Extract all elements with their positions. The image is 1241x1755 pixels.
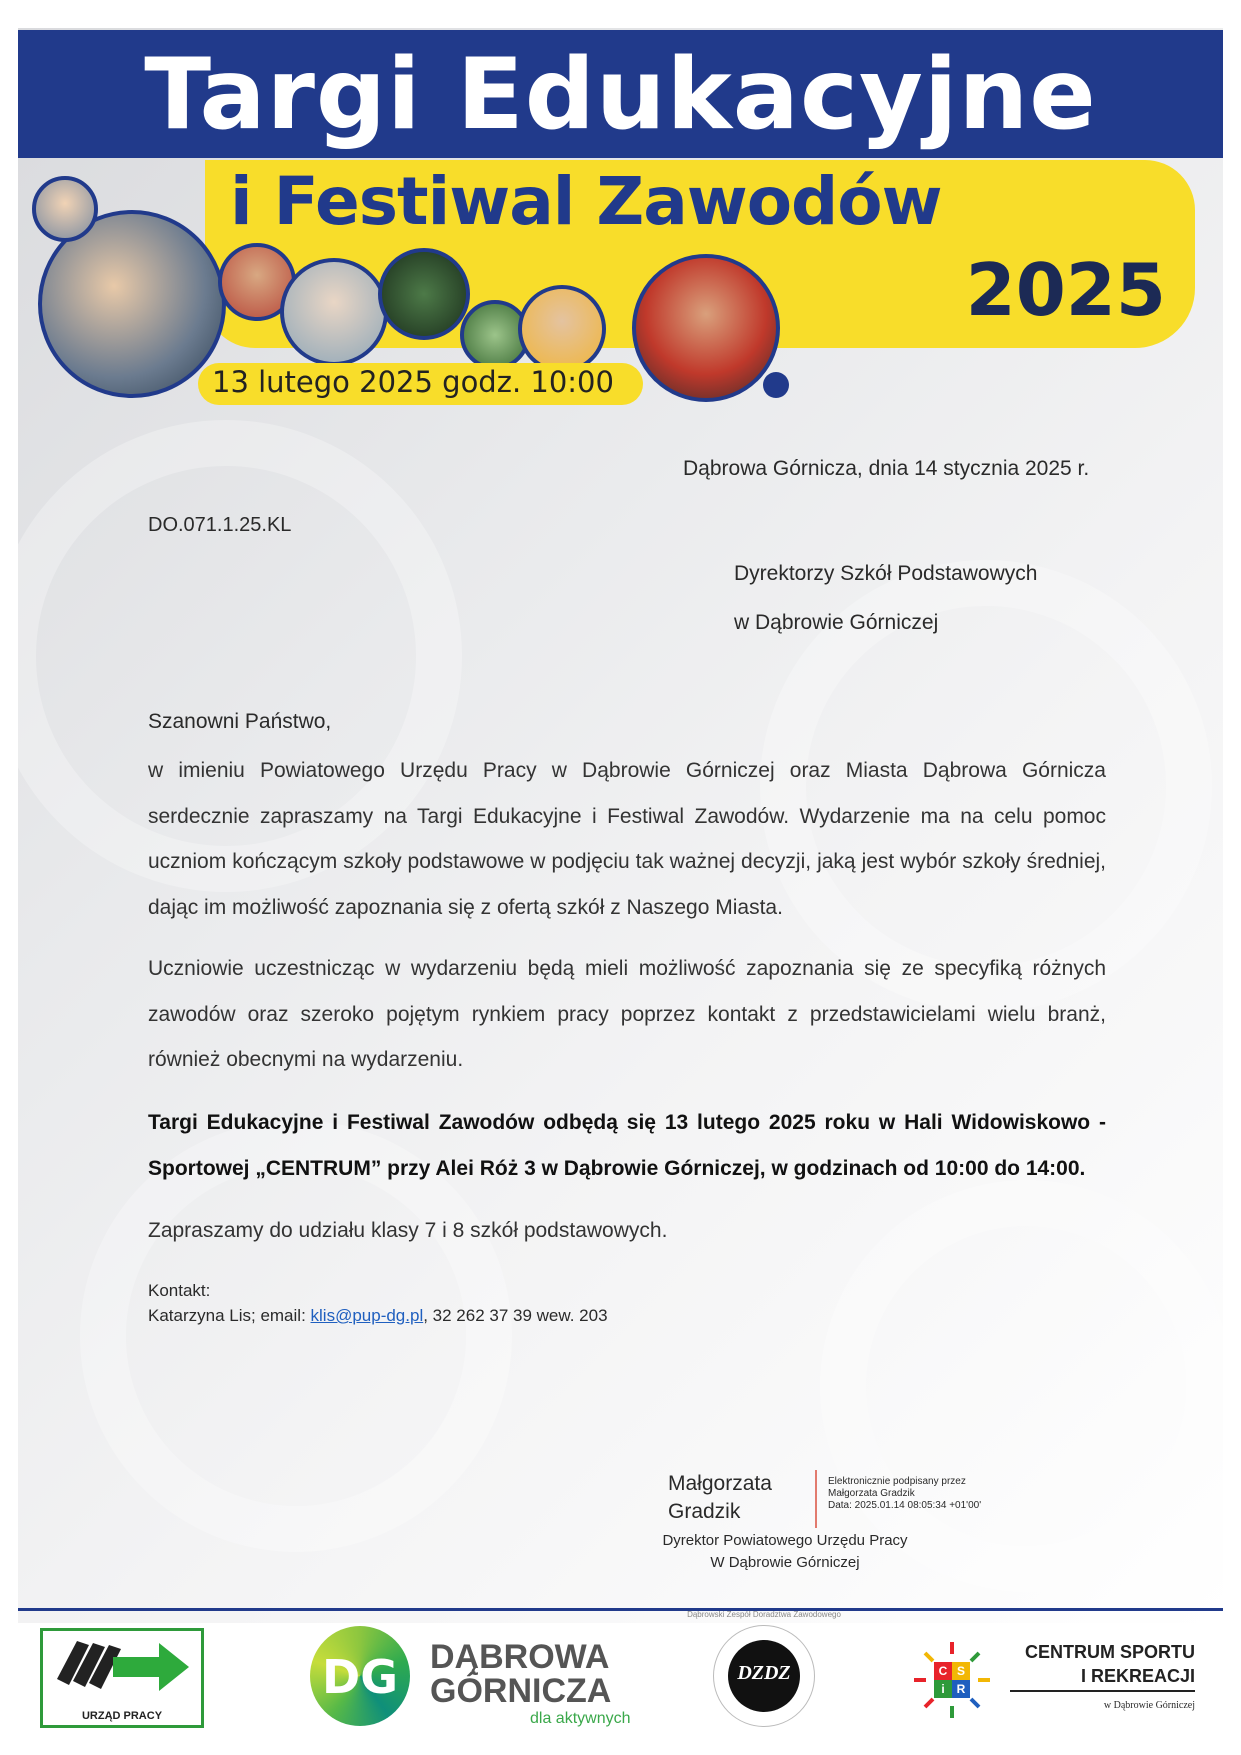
subtitle: i Festiwal Zawodów [230,163,942,240]
dzdz-logo [687,1610,841,1727]
contact-name: Katarzyna Lis; email: [148,1306,311,1325]
dg-logo-icon [310,1626,410,1726]
paragraph-4: Zapraszamy do udziału klasy 7 i 8 szkół podstawowych. [148,1219,668,1242]
electronic-signature-info [828,1476,981,1512]
decorative-dot [763,372,789,398]
e-sign-line-1: Elektronicznie podpisany przez [828,1476,966,1487]
event-year: 2025 [965,248,1166,332]
contact-phone: , 32 262 37 39 wew. 203 [423,1306,608,1325]
contact-line [148,1303,608,1328]
reference-number: DO.071.1.25.KL [148,514,292,536]
collage-photo-lab [518,285,606,373]
contact-label: Kontakt: [148,1281,211,1300]
e-sign-line-3: Data: 2025.01.14 08:05:34 +01'00' [828,1500,982,1511]
paragraph-3: Targi Edukacyjne i Festiwal Zawodów odbędą się 13 lutego 2025 roku w Hali Widowiskowo - Sportowej „CENTRUM” przy Alei Róż 3 w Dąbrowie Górniczej, w godzinach od 10:00 do 14:00. [148,1111,1106,1180]
recipient-line-1: Dyrektorzy Szkół Podstawowych [734,562,1038,585]
dg-wordmark-line-1: DĄBROWA [430,1638,610,1676]
csir-wordmark [1005,1640,1195,1688]
dzdz-logo-text: DZDZ [737,1662,791,1684]
page-title: Targi Edukacyjne [144,38,1097,152]
salutation: Szanowni Państwo, [148,710,332,733]
signature-name-line-1: Małgorzata [668,1472,772,1495]
collage-photo-tattoo [632,254,780,402]
pup-logo [40,1628,204,1728]
dg-wordmark [430,1640,611,1708]
collage-photo-small [32,176,98,242]
csir-wordmark-line-1: CENTRUM SPORTU [1025,1642,1195,1662]
csir-letter-s: S [956,1664,965,1678]
pup-logo-icon [43,1631,201,1701]
paragraph-1: w imieniu Powiatowego Urzędu Pracy w Dąbrowie Górniczej oraz Miasta Dąbrowa Górnicza serdecznie zapraszamy na Targi Edukacyjne i Festiwal Zawodów. Wydarzenie ma na celu pomoc uczniom kończącym szkoły podstawowe w podjęciu tak ważnej decyzji, jaką jest wybór szkoły średniej, dając im możliwość zapoznania się z ofertą szkół z Naszego Miasta. [148,759,1106,919]
signatory-title [615,1530,955,1574]
title-banner [18,30,1223,158]
csir-divider [1010,1690,1195,1692]
footer-divider [18,1608,1223,1611]
pup-logo-label: URZĄD PRACY [81,1710,163,1722]
signatory-title-line-2: W Dąbrowie Górniczej [710,1554,860,1571]
dg-wordmark-line-2: GÓRNICZA [430,1672,612,1710]
csir-letter-r: R [956,1682,966,1696]
e-sign-line-2: Małgorzata Gradzik [828,1488,915,1499]
dg-logo-letters: DG [322,1650,398,1704]
event-date: 13 lutego 2025 godz. 10:00 [212,365,614,399]
csir-letter-i: i [941,1682,945,1696]
signature-name-line-2: Gradzik [668,1500,741,1523]
collage-photo-robot [378,248,470,340]
collage-photo-medics [280,258,388,366]
csir-wordmark-line-2: I REKREACJI [1080,1666,1195,1686]
dg-tagline: dla aktywnych [530,1710,631,1727]
csir-letter-c: C [938,1664,948,1678]
csir-logo-icon [912,1640,992,1720]
paragraph-2: Uczniowie uczestnicząc w wydarzeniu będą mieli możliwość zapoznania się ze specyfiką różnych zawodów oraz szeroko pojętym rynkiem pracy poprzez kontakt z przedstawicielami wielu branż, również obecnymi na wydarzeniu. [148,957,1106,1071]
contact-email-link[interactable]: klis@pup-dg.pl [310,1306,424,1325]
signatory-title-line-1: Dyrektor Powiatowego Urzędu Pracy [662,1532,908,1549]
csir-location: w Dąbrowie Górniczej [1103,1700,1195,1711]
dzdz-logo-ring-text: Dąbrowski Zespół Doradztwa Zawodowego [687,1610,841,1619]
recipient-line-2: w Dąbrowie Górniczej [734,611,939,634]
signature-divider [815,1470,817,1528]
signature-name [668,1470,772,1526]
place-and-date: Dąbrowa Górnicza, dnia 14 stycznia 2025 r. [683,457,1090,480]
